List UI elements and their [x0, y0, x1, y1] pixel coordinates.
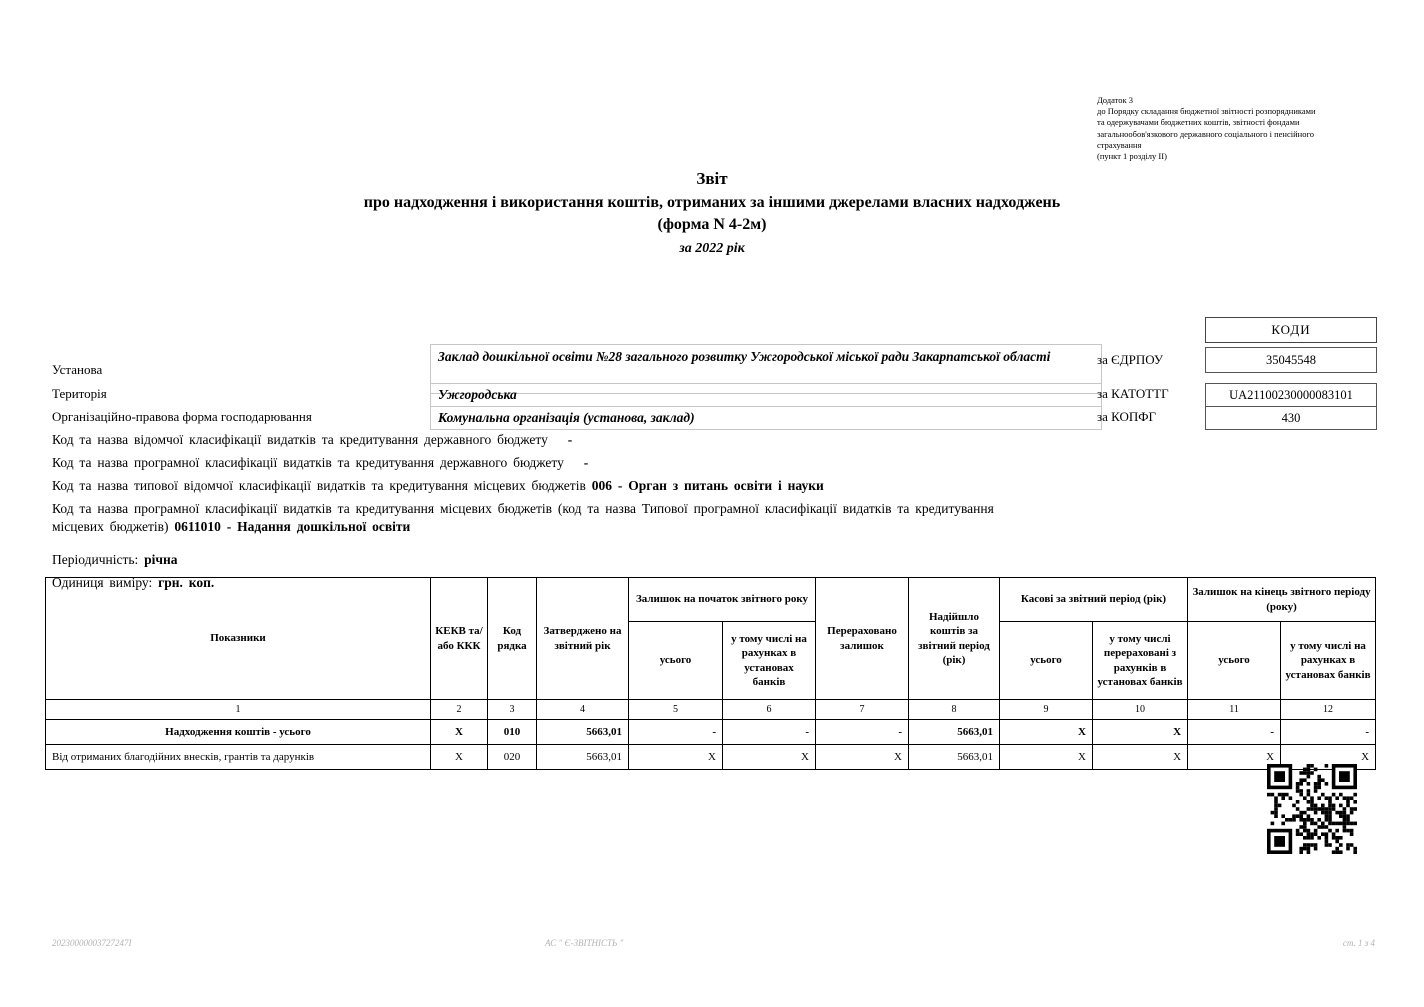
- table-cell: 5663,01: [537, 745, 629, 770]
- classification-line-4: [52, 500, 1017, 536]
- header-total: усього: [629, 622, 723, 700]
- table-cell: -: [629, 720, 723, 745]
- col-number: 10: [1093, 700, 1188, 720]
- table-cell: X: [629, 745, 723, 770]
- unit-value: грн. коп.: [158, 574, 215, 590]
- katottg-label: за КАТОТТГ: [1097, 386, 1169, 401]
- report-title-block: [47, 169, 1377, 257]
- header-cash: Касові за звітний період (рік): [1000, 578, 1188, 622]
- col-number: 5: [629, 700, 723, 720]
- kopfg-label: за КОПФГ: [1097, 409, 1157, 424]
- classification-value: -: [567, 432, 573, 447]
- territory-value: Ужгородська: [430, 383, 1102, 407]
- table-cell: X: [431, 720, 488, 745]
- periodicity-value: річна: [144, 551, 178, 567]
- report-subtitle: про надходження і використання коштів, отриманих за іншими джерелами власних надходжень: [363, 194, 1061, 211]
- report-form-number: (форма N 4-2м): [657, 215, 767, 233]
- report-year: за 2022 рік: [679, 240, 745, 256]
- col-number: 11: [1188, 700, 1281, 720]
- header-incl-banks: у тому числі на рахунках в установах банків: [723, 622, 816, 700]
- classification-text: Код та назва програмної класифікації видатків та кредитування місцевих бюджетів (код та назва Типової програмної класифікації видатків та кредитування місцевих бюджетів): [52, 500, 994, 534]
- table-cell: X: [1000, 720, 1093, 745]
- classification-value: 006 - Орган з питань освіти і науки: [591, 477, 824, 493]
- header-approved: Затверджено на звітний рік: [537, 578, 629, 700]
- table-cell: -: [1188, 720, 1281, 745]
- institution-value: Заклад дошкільної освіти №28 загального розвитку Ужгородської міської ради Закарпатської області: [430, 344, 1102, 394]
- classification-line-2: [52, 454, 1017, 472]
- col-number: 2: [431, 700, 488, 720]
- col-number: 12: [1281, 700, 1376, 720]
- header-balance-end: Залишок на кінець звітного періоду (року): [1188, 578, 1376, 622]
- header-balance-start: Залишок на початок звітного року: [629, 578, 816, 622]
- footer-doc-number: 20230000003727247І: [52, 938, 132, 948]
- table-cell: 5663,01: [909, 720, 1000, 745]
- institution-label: Установа: [52, 362, 103, 377]
- table-cell: X: [1000, 745, 1093, 770]
- table-cell: 5663,01: [537, 720, 629, 745]
- report-table: [45, 574, 1376, 770]
- col-number: 4: [537, 700, 629, 720]
- katottg-value: UA21100230000083101: [1205, 383, 1377, 407]
- kopfg-value: 430: [1205, 406, 1377, 430]
- header-incl-banks: у тому числі на рахунках в установах банків: [1281, 622, 1376, 700]
- row-label: Надходження коштів - усього: [46, 720, 431, 745]
- footer-page-number: ст. 1 з 4: [1342, 938, 1375, 948]
- table-cell: -: [816, 720, 909, 745]
- row-label: Від отриманих благодійних внесків, грантів та дарунків: [46, 745, 431, 770]
- table-cell: X: [1281, 745, 1376, 770]
- annex-line: загальнообов'язкового державного соціального і пенсійного: [1097, 128, 1314, 139]
- table-row-donations: [46, 745, 1376, 770]
- report-title: Звіт: [696, 169, 728, 188]
- header-incl-transferred: у тому числі перераховані з рахунків в установах банків: [1093, 622, 1188, 700]
- header-indicators: Показники: [46, 578, 431, 700]
- table-cell: -: [1281, 720, 1376, 745]
- table-cell: X: [1093, 745, 1188, 770]
- annex-note: [1097, 95, 1389, 162]
- header-received: Надійшло коштів за звітний період (рік): [909, 578, 1000, 700]
- table-cell: X: [816, 745, 909, 770]
- table-cell: -: [723, 720, 816, 745]
- classification-value: 0611010 - Надання дошкільної освіти: [174, 518, 411, 534]
- footer-system-name: АС " Є-ЗВІТНІСТЬ ": [545, 938, 624, 948]
- col-number: 8: [909, 700, 1000, 720]
- col-number: 6: [723, 700, 816, 720]
- table-cell: 020: [488, 745, 537, 770]
- legal-form-label: Організаційно-правова форма господарювання: [52, 409, 312, 424]
- territory-label: Територія: [52, 386, 107, 401]
- header-transferred: Перераховано залишок: [816, 578, 909, 700]
- qr-code: [1267, 764, 1357, 854]
- legal-form-value: Комунальна організація (установа, заклад): [430, 406, 1102, 430]
- classification-text: Код та назва типової відомчої класифікації видатків та кредитування місцевих бюджетів: [52, 477, 586, 493]
- classification-text: Код та назва програмної класифікації видатків та кредитування державного бюджету: [52, 454, 564, 470]
- table-cell: 010: [488, 720, 537, 745]
- classification-value: -: [583, 454, 589, 470]
- header-kekv: КЕКВ та/або ККК: [431, 578, 488, 700]
- table-cell: X: [723, 745, 816, 770]
- page-footer: [52, 938, 1375, 952]
- annex-line: Додаток 3: [1097, 95, 1134, 105]
- table-row-total: [46, 720, 1376, 745]
- annex-line: до Порядку складання бюджетної звітності розпорядниками: [1097, 106, 1316, 117]
- table-cell: 5663,01: [909, 745, 1000, 770]
- edrpou-value: 35045548: [1205, 347, 1377, 373]
- header-row-code: Код рядка: [488, 578, 537, 700]
- annex-line: страхування: [1097, 139, 1142, 150]
- col-number: 1: [46, 700, 431, 720]
- periodicity-label: Періодичність:: [52, 551, 139, 567]
- table-cell: X: [1188, 745, 1281, 770]
- annex-line: та одержувачами бюджетних коштів, звітності фондами: [1097, 117, 1300, 128]
- annex-line: (пункт 1 розділу ІІ): [1097, 151, 1167, 162]
- classification-line-1: [52, 431, 1017, 449]
- header-total: усього: [1188, 622, 1281, 700]
- unit-label: Одиниця виміру:: [52, 574, 153, 590]
- edrpou-label: за ЄДРПОУ: [1097, 352, 1164, 367]
- codes-header: КОДИ: [1205, 317, 1377, 343]
- col-number: 3: [488, 700, 537, 720]
- classification-line-3: [52, 477, 1017, 495]
- periodicity-line: [52, 551, 1017, 569]
- header-total: усього: [1000, 622, 1093, 700]
- table-cell: X: [1093, 720, 1188, 745]
- col-number: 7: [816, 700, 909, 720]
- table-cell: X: [431, 745, 488, 770]
- classification-block: [52, 431, 1017, 597]
- classification-text: Код та назва відомчої класифікації видатків та кредитування державного бюджету: [52, 432, 548, 447]
- col-number: 9: [1000, 700, 1093, 720]
